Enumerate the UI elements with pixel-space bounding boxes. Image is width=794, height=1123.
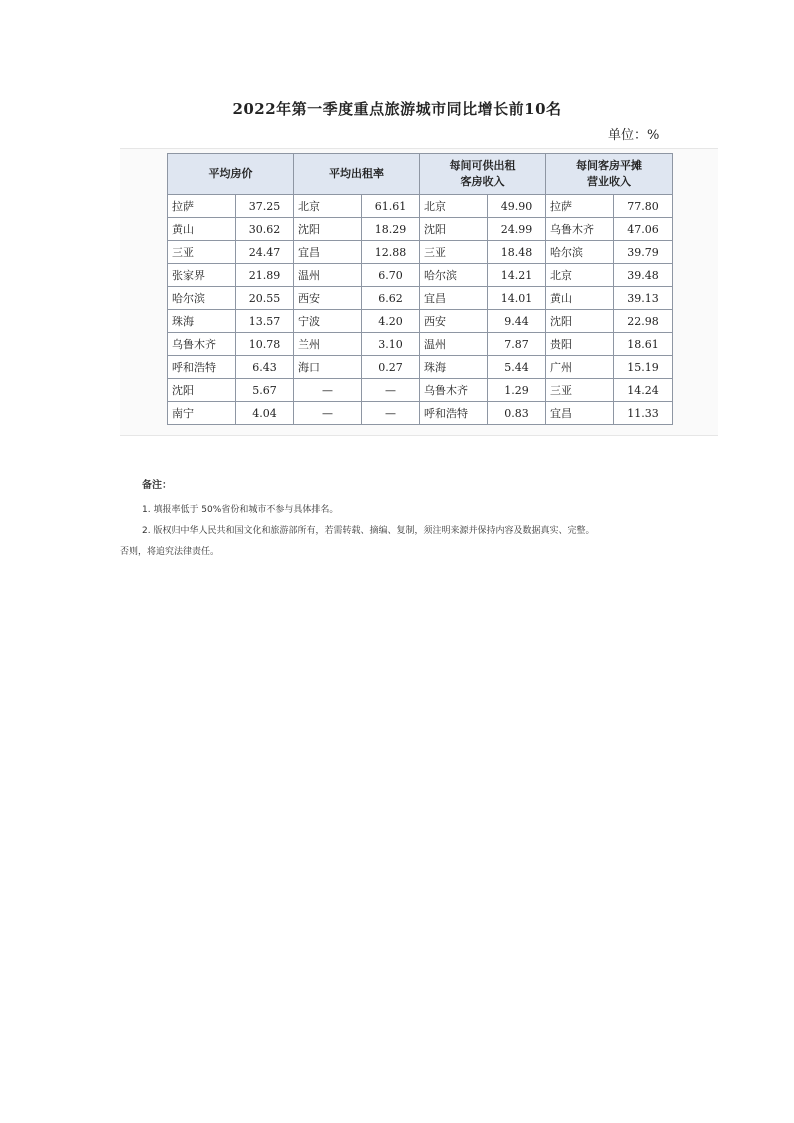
city-cell: 北京 (420, 195, 488, 218)
city-cell: 温州 (294, 264, 362, 287)
table-row (168, 195, 673, 218)
unit-label: 单位：% (608, 128, 660, 143)
value-cell: 61.61 (362, 195, 420, 218)
city-cell: 沈阳 (546, 310, 614, 333)
city-cell: 哈尔滨 (168, 287, 236, 310)
value-cell: 24.99 (488, 218, 546, 241)
city-cell: 温州 (420, 333, 488, 356)
value-cell: 9.44 (488, 310, 546, 333)
value-cell: 4.20 (362, 310, 420, 333)
value-cell: 20.55 (236, 287, 294, 310)
value-cell: 6.43 (236, 356, 294, 379)
value-cell: 49.90 (488, 195, 546, 218)
city-cell: 哈尔滨 (546, 241, 614, 264)
value-cell: 18.48 (488, 241, 546, 264)
value-cell: 4.04 (236, 402, 294, 425)
value-cell: 30.62 (236, 218, 294, 241)
note-line-2: 2. 版权归中华人民共和国文化和旅游部所有，若需转载、摘编、复制，须注明来源并保持内容及数据真实、完整。 (142, 526, 595, 536)
city-cell: 拉萨 (168, 195, 236, 218)
note-line-1: 1. 填报率低于 50%省份和城市不参与具体排名。 (142, 505, 339, 515)
city-cell: 乌鲁木齐 (546, 218, 614, 241)
city-cell: 三亚 (168, 241, 236, 264)
city-cell: 西安 (420, 310, 488, 333)
city-cell: 兰州 (294, 333, 362, 356)
value-cell: 5.67 (236, 379, 294, 402)
city-cell: 宜昌 (546, 402, 614, 425)
table-header-row (168, 154, 673, 195)
page-title: 2022年第一季度重点旅游城市同比增长前10名 (232, 100, 562, 118)
city-cell: 海口 (294, 356, 362, 379)
city-cell: 三亚 (420, 241, 488, 264)
value-cell: 15.19 (614, 356, 673, 379)
table-row (168, 333, 673, 356)
table-row (168, 379, 673, 402)
table-row (168, 287, 673, 310)
table-row (168, 356, 673, 379)
city-cell: 贵阳 (546, 333, 614, 356)
value-cell: 5.44 (488, 356, 546, 379)
city-cell: 张家界 (168, 264, 236, 287)
note-line-3: 否则，将追究法律责任。 (120, 547, 220, 557)
value-cell: 14.01 (488, 287, 546, 310)
city-cell: 黄山 (546, 287, 614, 310)
empty-city-cell: — (294, 402, 362, 425)
value-cell: 1.29 (488, 379, 546, 402)
value-cell: 22.98 (614, 310, 673, 333)
table-row (168, 310, 673, 333)
city-cell: 珠海 (420, 356, 488, 379)
city-cell: 三亚 (546, 379, 614, 402)
city-cell: 沈阳 (294, 218, 362, 241)
empty-city-cell: — (294, 379, 362, 402)
city-cell: 呼和浩特 (420, 402, 488, 425)
value-cell: 6.62 (362, 287, 420, 310)
value-cell: 6.70 (362, 264, 420, 287)
city-cell: 沈阳 (168, 379, 236, 402)
value-cell: 21.89 (236, 264, 294, 287)
value-cell: 37.25 (236, 195, 294, 218)
notes-title: 备注： (142, 480, 172, 491)
value-cell: 3.10 (362, 333, 420, 356)
city-cell: 广州 (546, 356, 614, 379)
city-cell: 北京 (546, 264, 614, 287)
table-row (168, 402, 673, 425)
value-cell: 14.21 (488, 264, 546, 287)
value-cell: 47.06 (614, 218, 673, 241)
header-avg-occupancy: 平均出租率 (294, 154, 420, 195)
city-cell: 宁波 (294, 310, 362, 333)
value-cell: 13.57 (236, 310, 294, 333)
notes-section (120, 476, 680, 557)
ranking-table (167, 153, 673, 425)
header-revpar: 每间可供出租 客房收入 (420, 154, 546, 195)
empty-value-cell: — (362, 379, 420, 402)
value-cell: 10.78 (236, 333, 294, 356)
city-cell: 呼和浩特 (168, 356, 236, 379)
city-cell: 黄山 (168, 218, 236, 241)
value-cell: 0.27 (362, 356, 420, 379)
value-cell: 7.87 (488, 333, 546, 356)
value-cell: 39.79 (614, 241, 673, 264)
value-cell: 12.88 (362, 241, 420, 264)
city-cell: 南宁 (168, 402, 236, 425)
value-cell: 18.29 (362, 218, 420, 241)
value-cell: 0.83 (488, 402, 546, 425)
value-cell: 77.80 (614, 195, 673, 218)
header-avg-room-price: 平均房价 (168, 154, 294, 195)
value-cell: 39.48 (614, 264, 673, 287)
header-revenue-per-room: 每间客房平摊 营业收入 (546, 154, 673, 195)
city-cell: 乌鲁木齐 (420, 379, 488, 402)
table-row (168, 241, 673, 264)
city-cell: 西安 (294, 287, 362, 310)
table-row (168, 218, 673, 241)
city-cell: 哈尔滨 (420, 264, 488, 287)
city-cell: 拉萨 (546, 195, 614, 218)
table-row (168, 264, 673, 287)
value-cell: 39.13 (614, 287, 673, 310)
city-cell: 北京 (294, 195, 362, 218)
empty-value-cell: — (362, 402, 420, 425)
value-cell: 24.47 (236, 241, 294, 264)
city-cell: 珠海 (168, 310, 236, 333)
value-cell: 18.61 (614, 333, 673, 356)
city-cell: 乌鲁木齐 (168, 333, 236, 356)
value-cell: 11.33 (614, 402, 673, 425)
city-cell: 沈阳 (420, 218, 488, 241)
value-cell: 14.24 (614, 379, 673, 402)
city-cell: 宜昌 (294, 241, 362, 264)
city-cell: 宜昌 (420, 287, 488, 310)
